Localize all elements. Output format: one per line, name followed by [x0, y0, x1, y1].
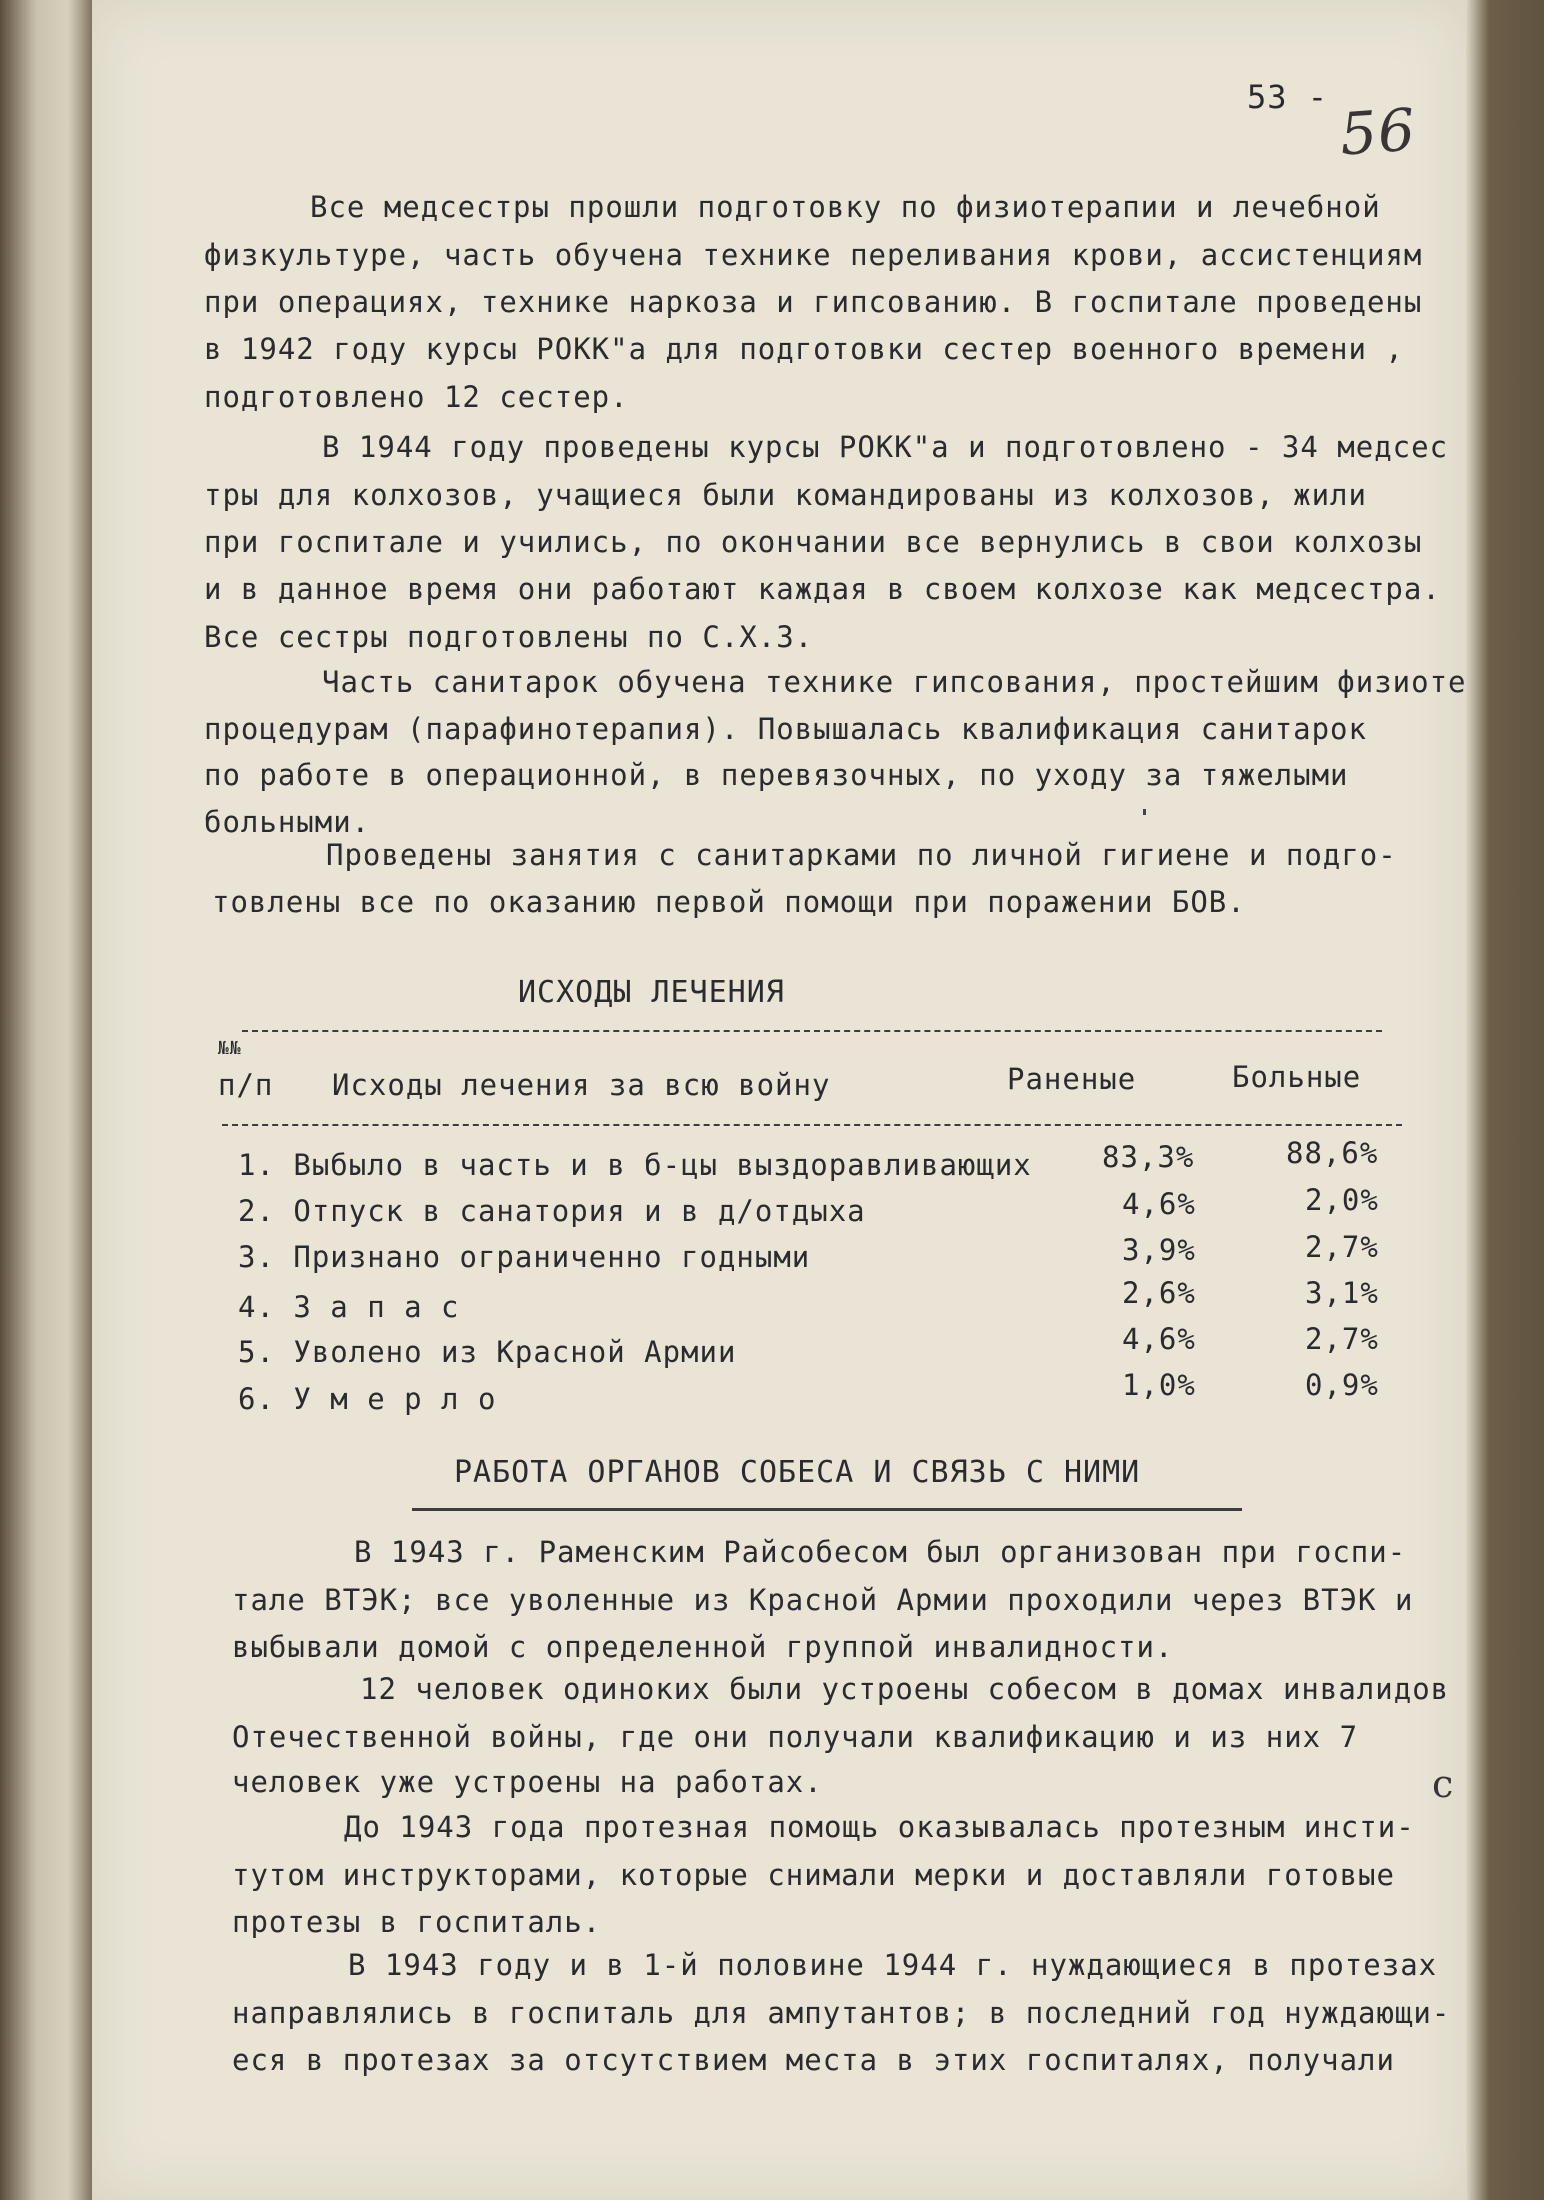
table-header-outcome: Исходы лечения за всю войну — [332, 1068, 831, 1102]
row-sick-percent: 3,1% — [1305, 1276, 1379, 1310]
stray-mark — [1143, 809, 1146, 815]
row-outcome: 1. Выбыло в часть и в б-цы выздоравливающих — [238, 1148, 1032, 1182]
table-header-wounded: Раненые — [1007, 1062, 1137, 1096]
text-line: процедурам (парафинотерапия). Повышалась квалификация санитарок — [204, 712, 1367, 746]
section-title-outcomes: ИСХОДЫ ЛЕЧЕНИЯ — [518, 975, 785, 1010]
row-outcome: 4. З а п а с — [238, 1290, 460, 1324]
table-header-number: п/п — [218, 1068, 274, 1102]
text-line: Проведены занятия с санитарками по личной гигиене и подго- — [326, 838, 1397, 872]
row-outcome: 6. У м е р л о — [238, 1382, 497, 1416]
row-sick-percent: 0,9% — [1305, 1368, 1379, 1402]
table-header-sick: Больные — [1232, 1060, 1362, 1094]
row-wounded-percent: 3,9% — [1122, 1233, 1196, 1267]
row-sick-percent: 2,7% — [1305, 1322, 1379, 1356]
text-line: физкультуре, часть обучена технике переливания крови, ассистенциям — [204, 238, 1423, 272]
section-title-underline — [412, 1508, 1242, 1511]
text-line: товлены все по оказанию первой помощи при поражении БОВ. — [212, 885, 1246, 919]
text-line: Часть санитарок обучена технике гипсования, простейшим физиоте — [322, 665, 1467, 699]
row-wounded-percent: 4,6% — [1122, 1187, 1196, 1221]
row-sick-percent: 88,6% — [1286, 1136, 1379, 1170]
text-line: и в данное время они работают каждая в своем колхозе как медсестра. — [204, 572, 1441, 606]
text-line: В 1943 г. Раменским Райсобесом был организован при госпи- — [354, 1535, 1407, 1569]
row-wounded-percent: 4,6% — [1122, 1322, 1196, 1356]
text-line: Все сестры подготовлены по С.Х.З. — [204, 620, 814, 654]
archive-page-number: 56 — [1337, 95, 1419, 169]
table-top-rule — [242, 1030, 1382, 1032]
document-sheet — [92, 0, 1466, 2200]
row-wounded-percent: 2,6% — [1122, 1276, 1196, 1310]
page-edge-right — [1466, 0, 1544, 2200]
text-line: До 1943 года протезная помощь оказывалась протезным инсти- — [344, 1810, 1415, 1844]
text-line: протезы в госпиталь. — [232, 1905, 602, 1939]
text-line: В 1944 году проведены курсы РОКК"а и подготовлено - 34 медсес — [322, 430, 1449, 464]
text-line: тале ВТЭК; все уволенные из Красной Армии проходили через ВТЭК и — [232, 1583, 1414, 1617]
binding-edge-left — [0, 0, 90, 2200]
row-wounded-percent: 1,0% — [1122, 1368, 1196, 1402]
row-outcome: 2. Отпуск в санатория и в д/отдыха — [238, 1194, 866, 1228]
text-line: Отечественной войны, где они получали квалификацию и из них 7 — [232, 1720, 1359, 1754]
row-sick-percent: 2,7% — [1305, 1230, 1379, 1264]
row-sick-percent: 2,0% — [1305, 1183, 1379, 1217]
text-line: 12 человек одиноких были устроены собесом в домах инвалидов — [360, 1672, 1450, 1706]
text-line: выбывали домой с определенной группой инвалидности. — [232, 1630, 1174, 1664]
text-line: по работе в операционной, в перевязочных, по уходу за тяжелыми — [204, 758, 1349, 792]
marginal-mark: c — [1432, 1762, 1455, 1806]
row-outcome: 3. Признано ограниченно годными — [238, 1240, 811, 1274]
text-line: В 1943 году и в 1-й половине 1944 г. нуждающиеся в протезах — [348, 1948, 1438, 1982]
text-line: тутом инструкторами, которые снимали мерки и доставляли готовые — [232, 1858, 1395, 1892]
text-line: еся в протезах за отсутствием места в этих госпиталях, получали — [232, 2043, 1395, 2077]
text-line: человек уже устроены на работах. — [232, 1765, 823, 1799]
text-line: при госпитале и учились, по окончании все вернулись в свои колхозы — [204, 525, 1423, 559]
row-wounded-percent: 83,3% — [1102, 1140, 1195, 1174]
text-line: тры для колхозов, учащиеся были командированы из колхозов, жили — [204, 478, 1367, 512]
page-number: 53 - — [1247, 78, 1329, 116]
text-line: направлялись в госпиталь для ампутантов; в последний год нуждающи- — [232, 1996, 1451, 2030]
text-line: больными. — [204, 805, 371, 839]
section-title-sobes: РАБОТА ОРГАНОВ СОБЕСА И СВЯЗЬ С НИМИ — [454, 1455, 1141, 1490]
table-header-number-top: №№ — [218, 1038, 242, 1059]
text-line: подготовлено 12 сестер. — [204, 380, 629, 414]
table-header-rule — [222, 1124, 1402, 1126]
text-line: при операциях, технике наркоза и гипсованию. В госпитале проведены — [204, 285, 1423, 319]
row-outcome: 5. Уволено из Красной Армии — [238, 1335, 737, 1369]
text-line: Все медсестры прошли подготовку по физиотерапии и лечебной — [310, 190, 1381, 224]
text-line: в 1942 году курсы РОКК"а для подготовки сестер военного времени , — [204, 332, 1404, 366]
